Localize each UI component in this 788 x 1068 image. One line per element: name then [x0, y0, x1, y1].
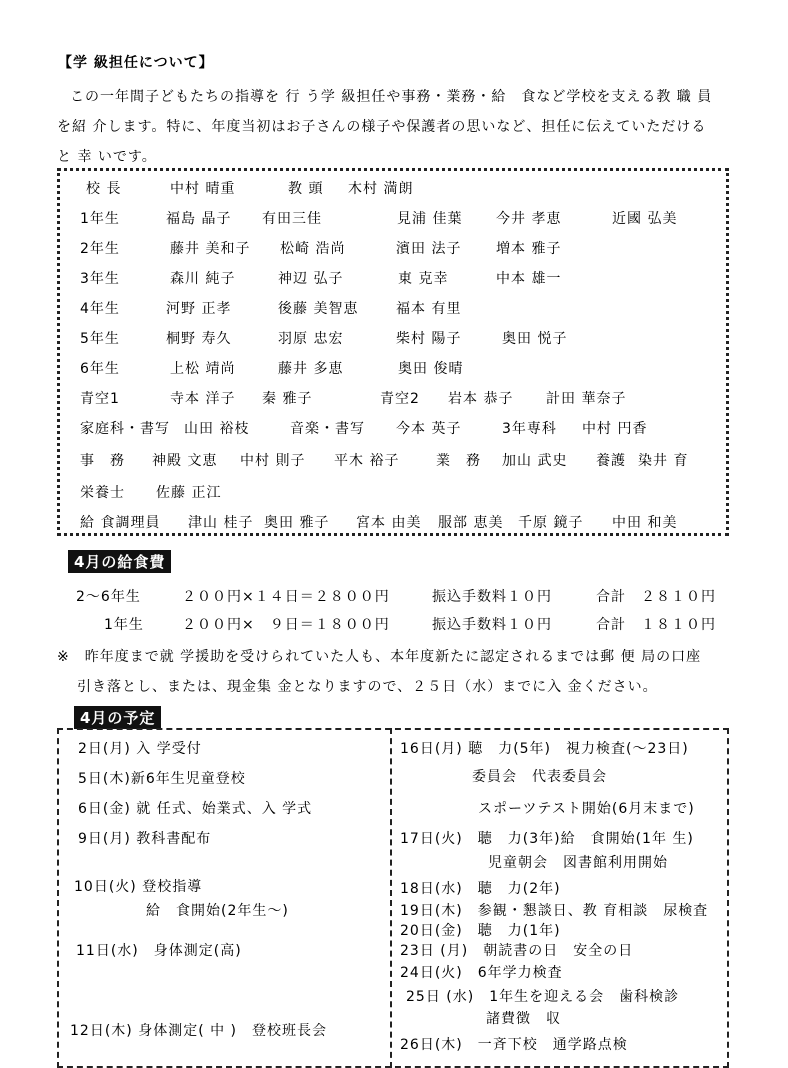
staff-role: 6年生 [80, 361, 120, 377]
schedule-item: 6日(金) 就 任式、始業式、入 学式 [78, 801, 313, 817]
staff-name: 森川 純子 [170, 271, 236, 287]
schedule-item: 2日(月) 入 学受付 [78, 741, 202, 757]
staff-name: 藤井 美和子 [170, 241, 251, 257]
staff-name: 宮本 由美 [356, 515, 422, 531]
schedule-item: 9日(月) 教科書配布 [78, 831, 212, 847]
staff-role: 業 務 [436, 453, 481, 469]
schedule-item: 児童朝会 図書館利用開始 [488, 855, 668, 871]
staff-name: 中本 雄一 [496, 271, 562, 287]
staff-name: 増本 雅子 [496, 241, 562, 257]
schedule-item: スポーツテスト開始(6月末まで) [478, 801, 695, 817]
fee-total: 合計 ２８１０円 [596, 589, 716, 605]
staff-name: 中村 円香 [582, 421, 648, 437]
staff-name: 奥田 俊晴 [398, 361, 464, 377]
staff-name: 濱田 法子 [396, 241, 462, 257]
staff-name: 今本 英子 [396, 421, 462, 437]
schedule-item: 19日(木) 参観・懇談日、教 育相談 尿検査 [400, 903, 709, 919]
schedule-item: 10日(火) 登校指導 [74, 879, 203, 895]
schedule-item: 5日(木)新6年生児童登校 [78, 771, 246, 787]
staff-role: 家庭科・書写 [80, 421, 170, 437]
staff-name: 奥田 雅子 [264, 515, 330, 531]
staff-role: 3年専科 [502, 421, 557, 437]
schedule-badge: 4月の予定 [74, 706, 161, 729]
staff-role: 2年生 [80, 241, 120, 257]
staff-role: 4年生 [80, 301, 120, 317]
staff-name: 藤井 多恵 [278, 361, 344, 377]
fee-calc: ２００円×１４日＝２８００円 [182, 589, 390, 605]
lunch-fee-badge: 4月の給食費 [68, 550, 171, 573]
staff-name: 松崎 浩尚 [280, 241, 346, 257]
staff-role: 校 長 [86, 181, 122, 197]
staff-role: 給 食調理員 [80, 515, 161, 531]
schedule-item: 給 食開始(2年生～) [146, 903, 289, 919]
grade-range: 1年生 [104, 617, 144, 633]
schedule-item: 16日(月) 聴 力(5年) 視力検査(～23日) [400, 741, 689, 757]
staff-role: 教 頭 [288, 181, 324, 197]
schedule-item: 25日 (水) 1年生を迎える会 歯科検診 [406, 989, 680, 1005]
staff-name: 秦 雅子 [262, 391, 313, 407]
schedule-item: 20日(金) 聴 力(1年) [400, 923, 561, 939]
staff-role: 事 務 [80, 453, 125, 469]
staff-name: 山田 裕枝 [184, 421, 250, 437]
schedule-item: 11日(水) 身体測定(高) [76, 943, 242, 959]
staff-role: 養護 [596, 453, 626, 469]
staff-role: 栄養士 [80, 485, 125, 501]
staff-name: 福本 有里 [396, 301, 462, 317]
schedule-item: 23日 (月) 朝読書の日 安全の日 [400, 943, 634, 959]
schedule-item: 17日(火) 聴 力(3年)給 食開始(1年 生) [400, 831, 694, 847]
schedule-item: 委員会 代表委員会 [472, 769, 607, 785]
staff-name: 神辺 弘子 [278, 271, 344, 287]
staff-name: 近國 弘美 [612, 211, 678, 227]
staff-name: 上松 靖尚 [170, 361, 236, 377]
staff-name: 桐野 寿久 [166, 331, 232, 347]
staff-name: 中村 則子 [240, 453, 306, 469]
staff-role: 青空2 [380, 391, 420, 407]
section-title-homeroom: 【学 級担任について】 [58, 55, 214, 71]
staff-role: 1年生 [80, 211, 120, 227]
grade-range: 2～6年生 [76, 589, 141, 605]
staff-name: 羽原 忠宏 [278, 331, 344, 347]
staff-name: 後藤 美智恵 [278, 301, 359, 317]
staff-role: 5年生 [80, 331, 120, 347]
staff-name: 佐藤 正江 [156, 485, 222, 501]
staff-role: 3年生 [80, 271, 120, 287]
lunch-note-1: ※ 昨年度まで就 学援助を受けられていた人も、本年度新たに認定されるまでは郵 便 局の口座 [57, 649, 702, 665]
staff-name: 寺本 洋子 [170, 391, 236, 407]
staff-name: 平木 裕子 [334, 453, 400, 469]
schedule-item: 24日(火) 6年学力検査 [400, 965, 563, 981]
staff-name: 中田 和美 [612, 515, 678, 531]
staff-name: 中村 晴重 [170, 181, 236, 197]
staff-name: 福島 晶子 [166, 211, 232, 227]
schedule-item: 諸費徴 収 [486, 1011, 561, 1027]
fee-total: 合計 １８１０円 [596, 617, 716, 633]
staff-name: 東 克幸 [398, 271, 449, 287]
staff-name: 千原 鏡子 [518, 515, 584, 531]
staff-role: 青空1 [80, 391, 120, 407]
staff-name: 計田 華奈子 [546, 391, 627, 407]
staff-name: 奥田 悦子 [502, 331, 568, 347]
staff-name: 服部 恵美 [438, 515, 504, 531]
intro-line-1: この一年間子どもたちの指導を 行 う学 級担任や事務・業務・給 食など学校を支える教 職 員 [70, 89, 713, 105]
schedule-item: 18日(水) 聴 力(2年) [400, 881, 561, 897]
staff-role: 音楽・書写 [290, 421, 365, 437]
schedule-item: 12日(木) 身体測定( 中 ) 登校班長会 [70, 1023, 328, 1039]
staff-name: 岩本 恭子 [448, 391, 514, 407]
staff-name: 木村 満朗 [348, 181, 414, 197]
staff-name: 河野 正孝 [166, 301, 232, 317]
intro-line-3: と 幸 いです。 [57, 149, 157, 165]
intro-line-2: を紹 介します。特に、年度当初はお子さんの様子や保護者の思いなど、担任に伝えていただける [57, 119, 707, 135]
staff-name: 津山 桂子 [188, 515, 254, 531]
staff-name: 見浦 佳葉 [397, 211, 463, 227]
staff-name: 神殿 文恵 [152, 453, 218, 469]
staff-name: 有田三佳 [262, 211, 322, 227]
staff-name: 加山 武史 [502, 453, 568, 469]
schedule-divider [390, 728, 392, 1068]
transfer-fee: 振込手数料１０円 [432, 617, 552, 633]
staff-name: 染井 育 [638, 453, 689, 469]
lunch-note-2: 引き落とし、または、現金集 金となりますので、２５日（水）までに入 金ください。 [77, 679, 658, 695]
schedule-item: 26日(木) 一斉下校 通学路点検 [400, 1037, 628, 1053]
staff-name: 柴村 陽子 [396, 331, 462, 347]
fee-calc: ２００円× ９日＝１８００円 [182, 617, 390, 633]
staff-name: 今井 孝恵 [496, 211, 562, 227]
transfer-fee: 振込手数料１０円 [432, 589, 552, 605]
